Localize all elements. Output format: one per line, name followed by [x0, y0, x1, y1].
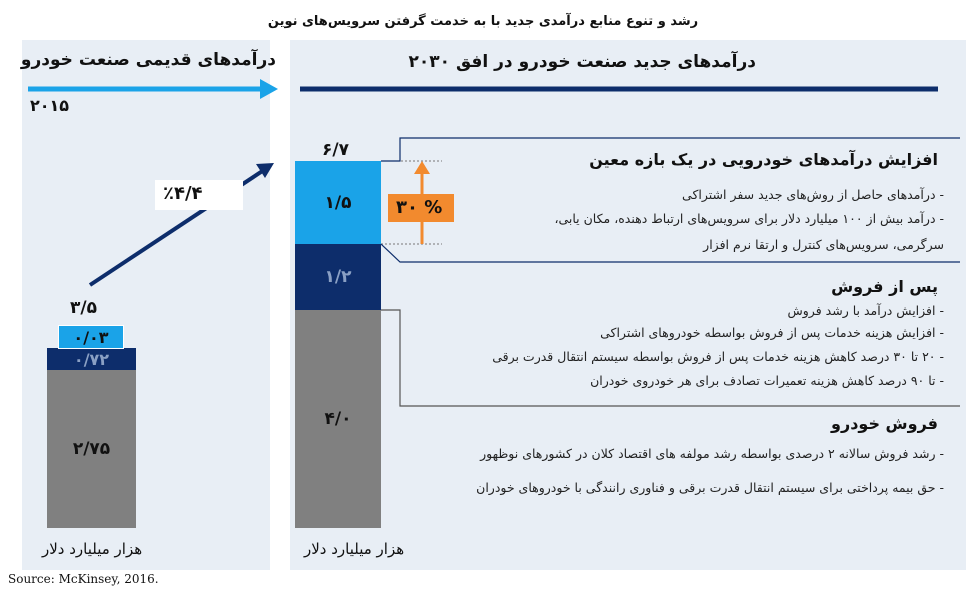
bar-2015-total: ۳/۵: [70, 298, 97, 318]
section-title-car-sales: فروش خودرو: [831, 414, 938, 433]
section-aftersales-bullet-4: - تا ۹۰ درصد کاهش هزینه تعمیرات تصادف برای هر خودروی خودران: [590, 373, 944, 388]
section-sales-bullet-2: - حق بیمه پرداختی برای سیستم انتقال قدرت برقی و فناوری رانندگی با خودروهای خودران: [476, 480, 944, 495]
bar-2015-gray-label: ۲/۷۵: [72, 439, 111, 459]
right-unit-label: هزار میلیارد دلار: [304, 540, 405, 558]
bar-2030-total: ۶/۷: [322, 140, 349, 160]
source-note: Source: McKinsey, 2016.: [8, 572, 159, 586]
bar-2015-sky-label: ۰/۰۳: [73, 327, 109, 347]
increase-badge: ۳۰ %: [396, 197, 443, 218]
section-aftersales-bullet-1: - افزایش درآمد با رشد فروش: [787, 303, 944, 318]
bar-2030-sky-label: ۱/۵: [324, 192, 352, 213]
section-new-bullet-3: سرگرمی، سرویس‌های کنترل و ارتقا نرم افزار: [703, 237, 944, 252]
section-title-new-revenues: افزایش درآمدهای خودرویی در یک بازه معین: [589, 150, 938, 169]
right-header: درآمدهای جدید صنعت خودرو در افق ۲۰۳۰: [408, 52, 756, 72]
bar-2030-gray-label: ۴/۰: [324, 409, 352, 429]
growth-label: ٪۴/۴: [163, 183, 203, 204]
left-year: ۲۰۱۵: [30, 96, 70, 115]
section-title-aftersales: پس از فروش: [831, 277, 938, 296]
bar-2015-navy-label: ۰/۷۲: [73, 349, 110, 369]
section-aftersales-bullet-2: - افزایش هزینه خدمات پس از فروش بواسطه خودروهای اشتراکی: [600, 325, 944, 340]
section-new-bullet-1: - درآمدهای حاصل از روش‌های جدید سفر اشتراکی: [682, 187, 944, 202]
left-unit-label: هزار میلیارد دلار: [42, 540, 143, 558]
section-sales-bullet-1: - رشد فروش سالانه ۲ درصدی بواسطه رشد مولفه های اقتصاد کلان در کشورهای نوظهور: [480, 446, 944, 461]
section-aftersales-bullet-3: - ۲۰ تا ۳۰ درصد کاهش هزینه خدمات پس از فروش بواسطه سیستم انتقال قدرت برقی: [492, 349, 944, 364]
figure-title: رشد و تنوع منابع درآمدی جدید با به خدمت گرفتن سرویس‌های نوین: [267, 14, 699, 29]
section-new-bullet-2: - درآمد بیش از ۱۰۰ میلیارد دلار برای سرویس‌های ارتباط دهنده، مکان یابی،: [554, 211, 944, 226]
left-header: درآمدهای قدیمی صنعت خودرو: [20, 50, 276, 70]
bar-2030-navy-label: ۱/۲: [324, 267, 352, 287]
